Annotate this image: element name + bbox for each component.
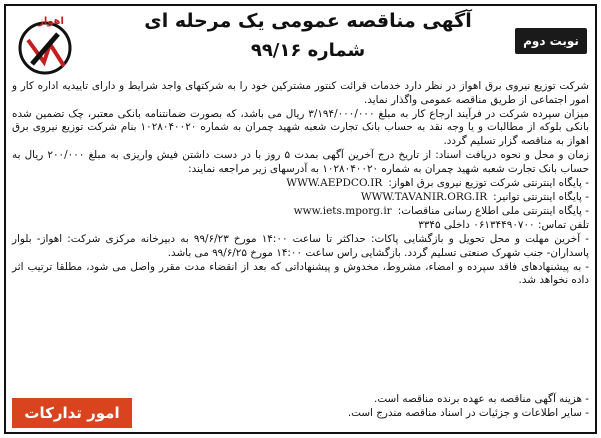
notice-header — [8, 6, 593, 78]
notice-title: آگهی مناقصه عمومی یک مرحله ای — [144, 10, 472, 32]
paragraph-deposit: میزان سپرده شرکت در فرآیند ارجاع کار به مبلغ ۳/۱۹۴/۰۰۰/۰۰۰ ریال می باشد، که بصورت ضمانتنامه بانکی معتبر، چک تضمین شده بانکی بلوکه از مطالبات و یا وجه نقد به حساب بانک تجارت شعبه شهید چمران به شماره ۱۰۲۸۰۴۰۰۲۰ بنام شرکت توزیع نیروی برق اهواز به مناقصه گزار تسلیم گردد. — [12, 107, 590, 147]
notice-footer — [12, 392, 589, 430]
site-label: - پایگاه اینترنتی شرکت توزیع نیروی برق اهواز: — [388, 176, 589, 189]
phone-line: تلفن تماس: ۰۶۱۳۴۴۹۰۷۰۰ داخلی ۳۳۴۵ — [418, 218, 589, 231]
notice-body — [12, 80, 589, 288]
note-cost: - هزینه آگهی مناقصه به عهده برنده مناقصه است. — [374, 393, 589, 405]
deadline-paragraph: - آخرین مهلت و محل تحویل و بازگشایی پاکات: حداکثر تا ساعت ۱۴:۰۰ مورخ ۹۹/۶/۲۳ به دبیرخانه مرکزی شرکت: اهواز- بلوار پاسداران- جنب شهرک صنعتی تسلیم گردد. بازگشایی راس ساعت ۱۴:۰۰ مورخ ۹۹/۶/۲۵ می باشد. — [12, 233, 589, 259]
site-url-link[interactable]: WWW.TAVANIR.ORG.IR — [360, 190, 488, 203]
site-label: - پایگاه اینترنتی ملی اطلاع رسانی مناقصات: — [397, 204, 589, 217]
site-url-link[interactable]: www.iets.mporg.ir — [293, 204, 392, 217]
site-line-aepdco — [12, 177, 589, 191]
procurement-stamp: امور تدارکات — [12, 398, 132, 428]
logo-caption: اهواز — [38, 16, 64, 27]
company-logo — [14, 10, 76, 76]
note-conditions: - به پیشنهادهای فاقد سپرده و امضاء، مشروط، مخدوش و پیشنهاداتی که بعد از انقضاء مدت مقرر واصل می شود، مطلقا ترتیب اثر داده نخواهد شد. — [12, 260, 589, 287]
site-line-iets — [12, 205, 589, 219]
site-url-link[interactable]: WWW.AEPDCO.IR — [286, 176, 383, 189]
paragraph-documents: زمان و محل و نحوه دریافت اسناد: از تاریخ درج آخرین آگهی بمدت ۵ روز با در دست داشتن فیش واریزی به مبلغ ۲۰۰/۰۰۰ ریال به حساب بانک تجارت شعبه شهید چمران به شماره ۱۰۲۸۰۴۰۰۲۰ به آدرسهای زیر مراجعه نمایند: — [12, 148, 590, 175]
site-line-tavanir — [12, 191, 589, 205]
paragraph-intro: شرکت توزیع نیروی برق اهواز در نظر دارد خدمات قرائت کنتور مشترکین خود را به شرکتهای واجد شرایط و دارای تاییدیه اداره کار و امور اجتماعی از طریق مناقصه عمومی واگذار نماید. — [12, 80, 589, 106]
note-details: - سایر اطلاعات و جزئیات در اسناد مناقصه مندرج است. — [347, 407, 589, 419]
notice-number: شماره ۹۹/۱۶ — [250, 40, 366, 61]
footer-notes — [139, 392, 589, 420]
site-label: - پایگاه اینترنتی توانیر: — [493, 190, 589, 203]
round-badge: نوبت دوم — [515, 28, 587, 54]
